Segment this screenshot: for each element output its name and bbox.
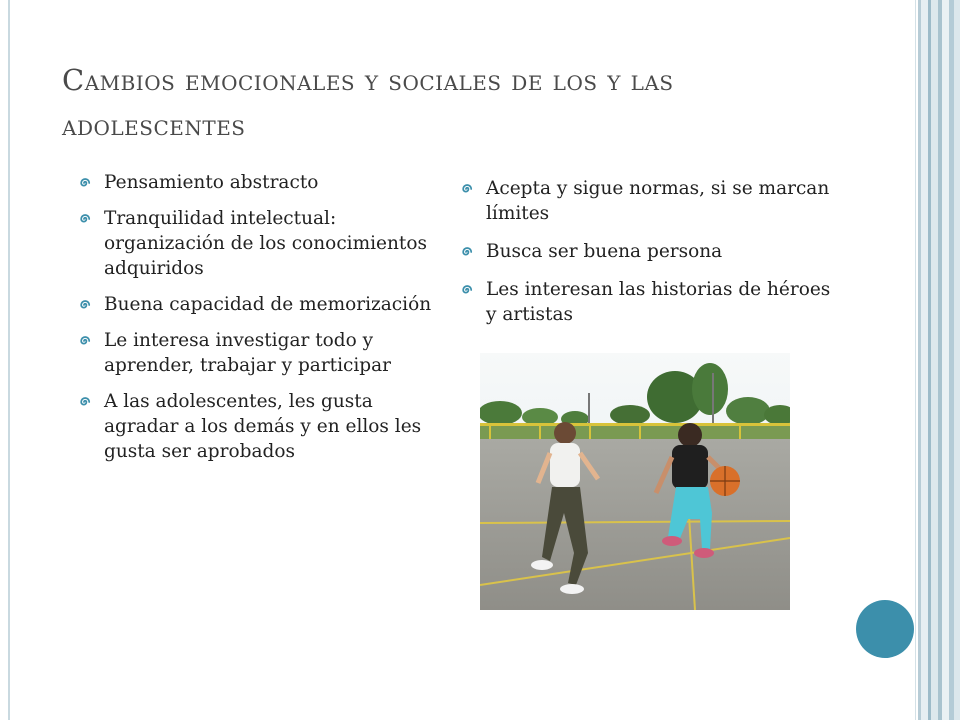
left-bullet-list: [78, 170, 448, 475]
bullet-text: Le interesa investigar todo y aprender, trabajar y participar: [104, 330, 392, 376]
slide-title: Cambios emocionales y sociales de los y las adolescentes: [62, 63, 674, 142]
list-item: [78, 328, 448, 378]
spiral-bullet-icon: [78, 298, 92, 312]
list-item: [460, 176, 840, 226]
list-item: [460, 277, 840, 327]
bullet-text: A las adolescentes, les gusta agradar a los demás y en ellos les gusta ser aprobados: [104, 391, 422, 462]
list-item: [78, 170, 448, 195]
slide-border-left: [8, 0, 10, 720]
spiral-bullet-icon: [78, 212, 92, 226]
basketball-photo: [480, 353, 790, 610]
spiral-bullet-icon: [460, 283, 474, 297]
bullet-text: Les interesan las historias de héroes y artistas: [486, 279, 831, 325]
list-item: [78, 389, 448, 464]
accent-circle: [856, 600, 914, 658]
right-bullet-list: [460, 176, 840, 340]
bullet-text: Pensamiento abstracto: [104, 172, 319, 193]
spiral-bullet-icon: [78, 395, 92, 409]
list-item: [78, 206, 448, 281]
slide-border-right-stripes: [916, 0, 960, 720]
spiral-bullet-icon: [460, 182, 474, 196]
photo-illustration: [480, 353, 790, 610]
bullet-text: Tranquilidad intelectual: organización de los conocimientos adquiridos: [104, 208, 427, 279]
spiral-bullet-icon: [78, 176, 92, 190]
bullet-text: Acepta y sigue normas, si se marcan límites: [486, 178, 830, 224]
bullet-text: Busca ser buena persona: [486, 241, 723, 262]
spiral-bullet-icon: [460, 245, 474, 259]
list-item: [460, 239, 840, 264]
bullet-text: Buena capacidad de memorización: [104, 294, 432, 315]
spiral-bullet-icon: [78, 334, 92, 348]
list-item: [78, 292, 448, 317]
